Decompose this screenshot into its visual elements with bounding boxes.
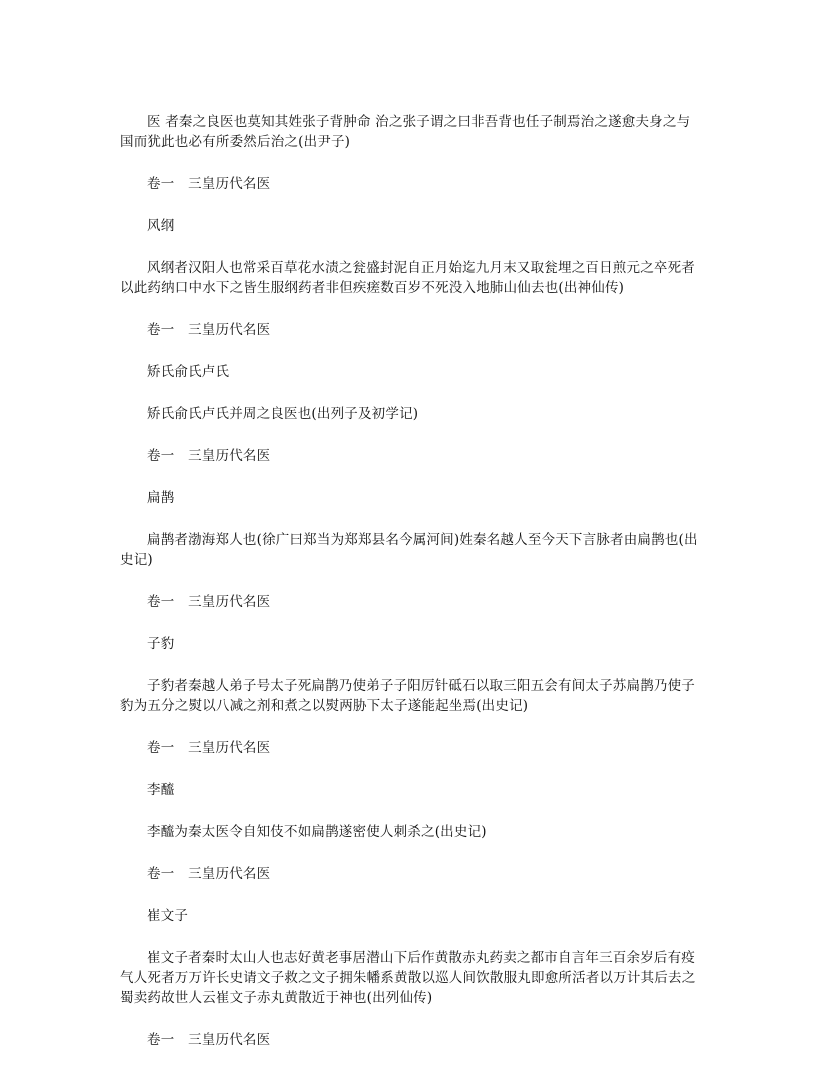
section-heading: 卷一 三皇历代名医 bbox=[147, 176, 271, 192]
entry-title: 子豹 bbox=[147, 636, 175, 652]
paragraph-zibao: 子豹者秦越人弟子号太子死扁鹊乃使弟子子阳厉针砥石以取三阳五会有间太子苏扁鹊乃使子豹为五分之熨以八减之剂和煮之以熨两胁下太子遂能起坐焉(出史记) bbox=[120, 678, 695, 714]
paragraph-yi: 医 者秦之良医也莫知其姓张子背肿命 治之张子谓之曰非吾背也任子制焉治之遂愈夫身之与国而犹此也必有所委然后治之(出尹子) bbox=[120, 114, 691, 150]
section-heading: 卷一 三皇历代名医 bbox=[147, 740, 271, 756]
section-heading: 卷一 三皇历代名医 bbox=[147, 1032, 271, 1048]
paragraph-lixi: 李醯为秦太医令自知伎不如扁鹊遂密使人刺杀之(出史记) bbox=[147, 824, 487, 840]
section-heading: 卷一 三皇历代名医 bbox=[147, 448, 271, 464]
section-heading: 卷一 三皇历代名医 bbox=[147, 866, 271, 882]
section-heading: 卷一 三皇历代名医 bbox=[147, 322, 271, 338]
paragraph-cuiwenzi: 崔文子者秦时太山人也志好黄老事居潜山下后作黄散赤丸药卖之都市自言年三百余岁后有疫气人死者万万许长史请文子救之文子拥朱幡系黄散以巡人间饮散服丸即愈所活者以万计其后去之蜀卖药故世人云崔文子赤丸黄散近于神也(出列仙传) bbox=[120, 950, 696, 1006]
document-body bbox=[120, 112, 698, 1072]
entry-title: 矫氏俞氏卢氏 bbox=[147, 364, 230, 380]
entry-title: 风纲 bbox=[147, 218, 175, 234]
entry-title: 崔文子 bbox=[147, 908, 189, 924]
paragraph-bianque: 扁鹊者渤海郑人也(徐广曰郑当为郑郑县名今属河间)姓秦名越人至今天下言脉者由扁鹊也(出史记) bbox=[120, 532, 698, 568]
section-heading: 卷一 三皇历代名医 bbox=[147, 594, 271, 610]
paragraph-fenggang: 风纲者汉阳人也常采百草花水渍之瓮盛封泥自正月始迄九月末又取瓮埋之百日煎元之卒死者以此药纳口中水下之皆生服纲药者非但疾瘥数百岁不死没入地肺山仙去也(出神仙传) bbox=[120, 260, 695, 296]
entry-title: 扁鹊 bbox=[147, 490, 175, 506]
paragraph-jiaoshi: 矫氏俞氏卢氏并周之良医也(出列子及初学记) bbox=[147, 406, 419, 422]
entry-title: 李醯 bbox=[147, 782, 175, 798]
